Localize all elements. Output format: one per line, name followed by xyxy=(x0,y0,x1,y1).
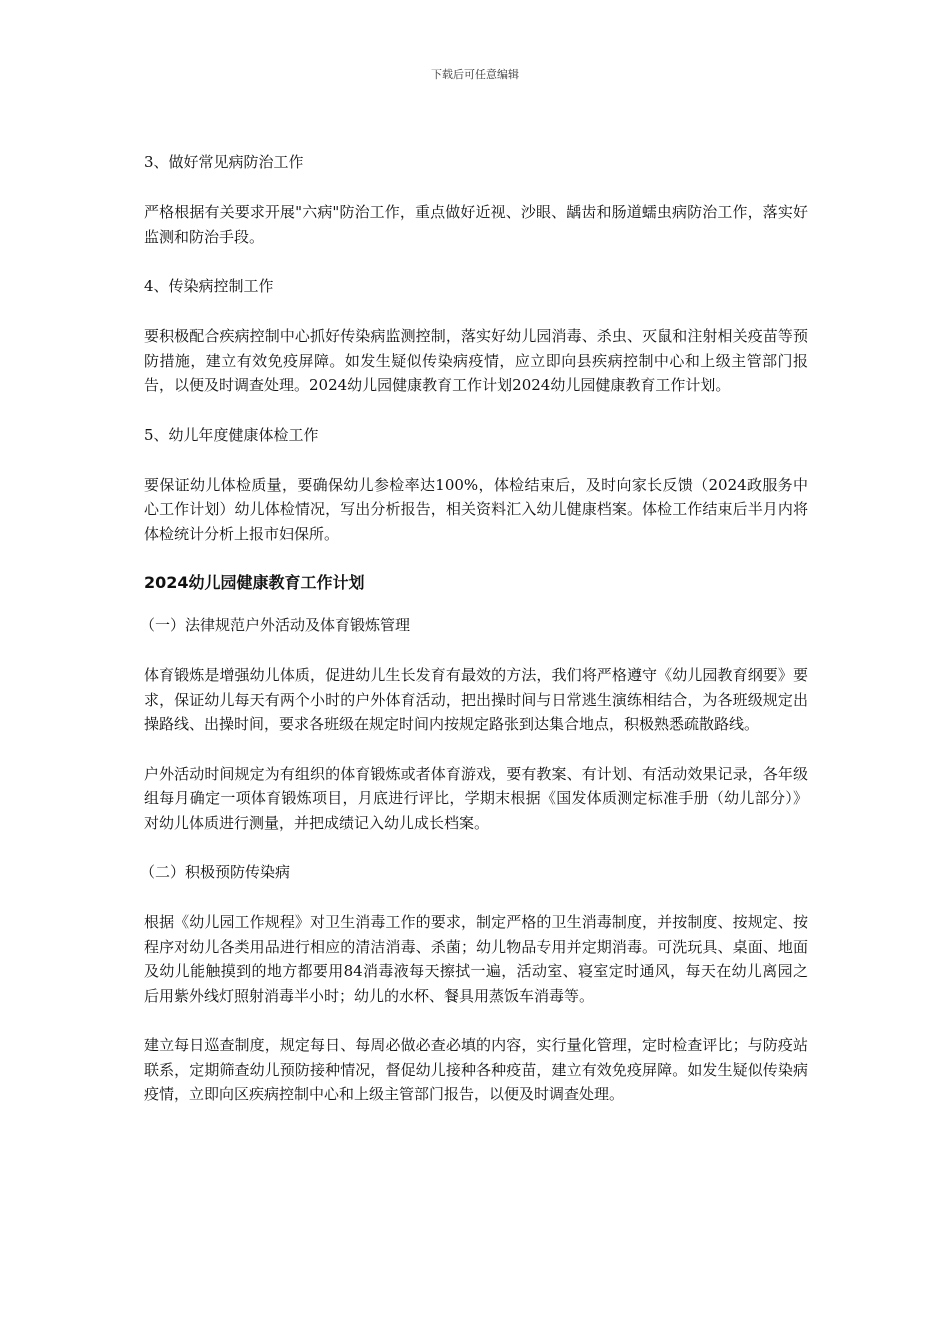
heading-infectious-control: 4、传染病控制工作 xyxy=(144,277,274,295)
heading-prevent-infection: （二）积极预防传染病 xyxy=(140,863,291,881)
paragraph-daily-inspection: 建立每日巡查制度，规定每日、每周必做必查必填的内容，实行量化管理，定时检查评比；与防疫站联系，定期筛查幼儿预防接种情况，督促幼儿接种各种疫苗，建立有效免疫屏障。如发生疑似传染病疫情，立即向区疾病控制中心和上级主管部门报告，以便及时调查处理。 xyxy=(144,1036,808,1103)
paragraph-disinfection: 根据《幼儿园工作规程》对卫生消毒工作的要求，制定严格的卫生消毒制度，并按制度、按规定、按程序对幼儿各类用品进行相应的清洁消毒、杀菌；幼儿物品专用并定期消毒。可洗玩具、桌面、地面及幼儿能触摸到的地方都要用84消毒液每天擦拭一遍，活动室、寝室定时通风，每天在幼儿离园之后用紫外线灯照射消毒半小时；幼儿的水杯、餐具用蒸饭车消毒等。 xyxy=(144,913,808,1005)
heading-annual-checkup: 5、幼儿年度健康体检工作 xyxy=(144,425,319,444)
paragraph-infectious-control: 要积极配合疾病控制中心抓好传染病监测控制，落实好幼儿园消毒、杀虫、灭鼠和注射相关疫苗等预防措施，建立有效免疫屏障。如发生疑似传染病疫情，应立即向县疾病控制中心和上级主管部门报告，以便及时调查处理。2024幼儿园健康教育工作计划2024幼儿园健康教育工作计划。 xyxy=(144,327,808,394)
heading-common-disease: 3、做好常见病防治工作 xyxy=(144,153,304,171)
paragraph-physical-exercise: 体育锻炼是增强幼儿体质，促进幼儿生长发育有最效的方法，我们将严格遵守《幼儿园教育纲要》要求，保证幼儿每天有两个小时的户外体育活动，把出操时间与日常逃生演练相结合，为各班级规定出操路线、出操时间，要求各班级在规定时间内按规定路张到达集合地点，积极熟悉疏散路线。 xyxy=(144,666,808,733)
section-title: 2024幼儿园健康教育工作计划 xyxy=(144,573,365,592)
heading-outdoor-activity: （一）法律规范户外活动及体育锻炼管理 xyxy=(140,616,411,634)
paragraph-outdoor-time: 户外活动时间规定为有组织的体育锻炼或者体育游戏，要有教案、有计划、有活动效果记录，各年级组每月确定一项体育锻炼项目，月底进行评比，学期末根据《国发体质测定标准手册（幼儿部分）》对幼儿体质进行测量，并把成绩记入幼儿成长档案。 xyxy=(144,764,808,832)
paragraph-annual-checkup: 要保证幼儿体检质量，要确保幼儿参检率达100%，体检结束后，及时向家长反馈（2024政服务中心工作计划）幼儿体检情况，写出分析报告，相关资料汇入幼儿健康档案。体检工作结束后半月内将体检统计分析上报市妇保所。 xyxy=(144,475,808,543)
header-note: 下载后可任意编辑 xyxy=(431,68,519,81)
document-body xyxy=(140,150,808,1132)
paragraph-six-diseases: 严格根据有关要求开展"六病"防治工作，重点做好近视、沙眼、龋齿和肠道蠕虫病防治工作，落实好监测和防治手段。 xyxy=(144,203,808,246)
